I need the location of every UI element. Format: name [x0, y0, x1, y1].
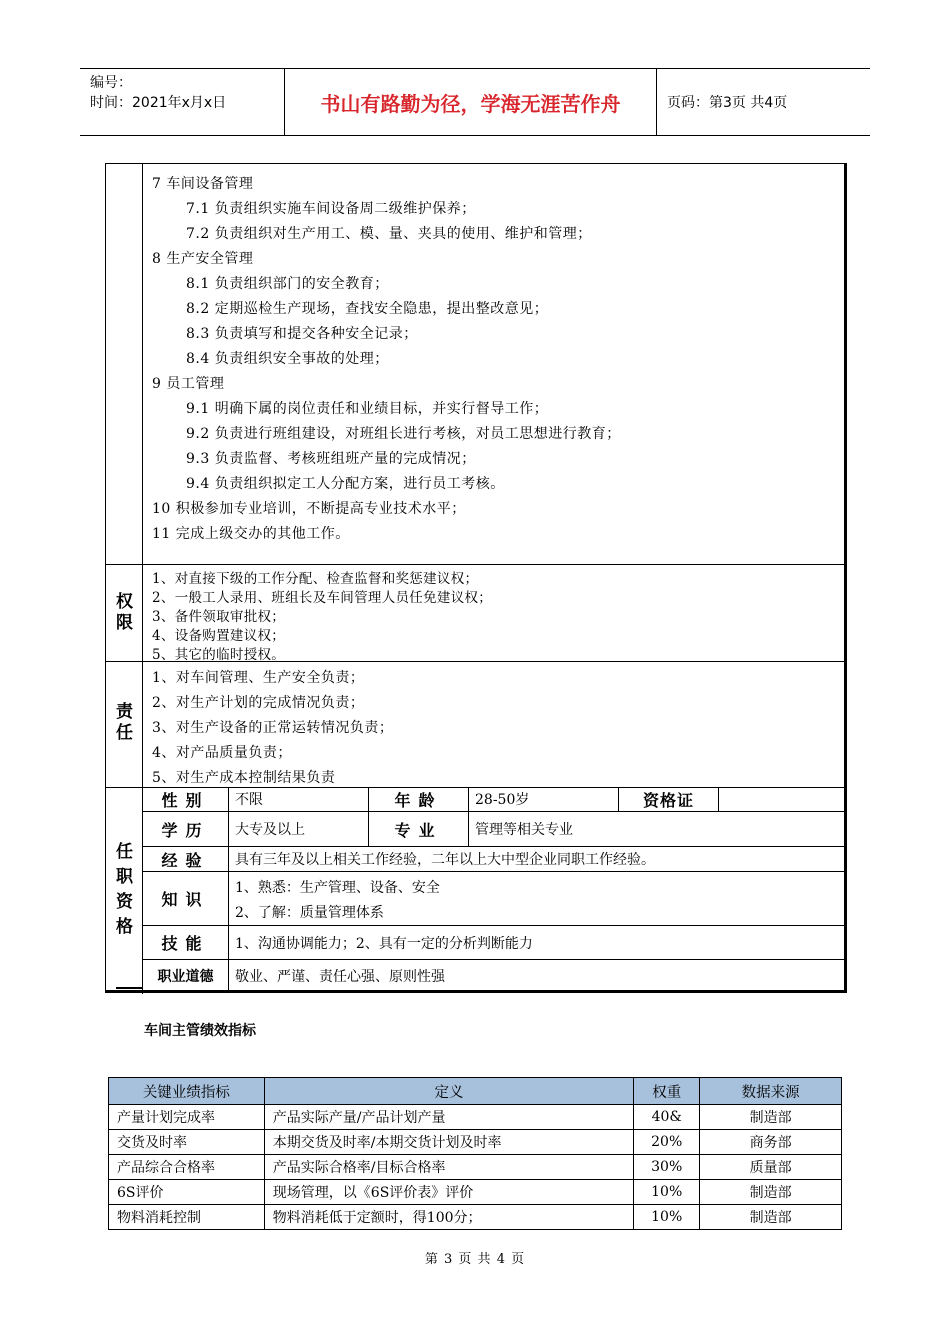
responsibility-item: 5、对生产成本控制结果负责: [152, 770, 336, 786]
experience-value: 具有三年及以上相关工作经验，二年以上大中型企业同职工作经验。: [235, 852, 655, 868]
experience-label: 经验: [143, 847, 229, 871]
responsibility-item: 1、对车间管理、生产安全负责；: [152, 670, 365, 686]
page-footer: 第 3 页 共 4 页: [424, 1252, 526, 1267]
duty-item: 11 完成上级交办的其他工作。: [152, 526, 350, 542]
header-page-label: 页码：第3页 共4页: [667, 95, 788, 111]
ethics-value: 敬业、严谨、责任心强、原则性强: [235, 968, 445, 985]
cert-label: 资格证: [619, 787, 719, 811]
duty-item: 7.1 负责组织实施车间设备周二级维护保养；: [186, 201, 476, 217]
kpi-weight: 10%: [634, 1180, 700, 1205]
duty-item: 9 员工管理: [152, 376, 225, 392]
kpi-source: 质量部: [700, 1155, 842, 1180]
kpi-header-definition: 定义: [264, 1078, 633, 1105]
authority-label: 权 限: [116, 592, 133, 633]
authority-item: 5、其它的临时授权。: [152, 647, 286, 663]
qual-row-knowledge: [143, 872, 844, 926]
duty-item: 7 车间设备管理: [152, 176, 254, 192]
age-value: 28-50岁: [469, 787, 619, 811]
major-value: 管理等相关专业: [475, 822, 573, 838]
education-value: 大专及以上: [229, 812, 369, 846]
kpi-source: 制造部: [700, 1180, 842, 1205]
corner-mark: [116, 987, 142, 989]
qual-row-basic: [143, 787, 844, 812]
kpi-header-source: 数据来源: [700, 1078, 842, 1105]
kpi-indicator: 物料消耗控制: [109, 1205, 265, 1230]
kpi-source: 制造部: [700, 1105, 842, 1130]
kpi-definition: 产品实际产量/产品计划产量: [264, 1105, 633, 1130]
knowledge-line: 2、了解：质量管理体系: [235, 905, 384, 921]
kpi-header-row: [109, 1078, 842, 1105]
number-label: 编号：: [90, 75, 132, 91]
qualification-label: 任 职 资 格: [116, 842, 133, 937]
kpi-indicator: 6S评价: [109, 1180, 265, 1205]
header-motto: 书山有路勤为径，学海无涯苦作舟: [285, 69, 657, 135]
kpi-weight: 10%: [634, 1205, 700, 1230]
education-label: 学历: [143, 812, 229, 846]
kpi-header-weight: 权重: [634, 1078, 700, 1105]
skill-label: 技能: [143, 926, 229, 959]
kpi-weight: 20%: [634, 1130, 700, 1155]
duty-item: 10 积极参加专业培训，不断提高专业技术水平；: [152, 501, 466, 517]
qual-row-education: [143, 812, 844, 847]
kpi-indicator: 产量计划完成率: [109, 1105, 265, 1130]
kpi-weight: 40&: [634, 1105, 700, 1130]
duty-item: 9.1 明确下属的岗位责任和业绩目标，并实行督导工作；: [186, 401, 549, 417]
table-row: [109, 1105, 842, 1130]
kpi-source: 制造部: [700, 1205, 842, 1230]
table-row: [109, 1205, 842, 1230]
kpi-indicator: 交货及时率: [109, 1130, 265, 1155]
header-meta: [80, 69, 285, 135]
age-label: 年龄: [369, 787, 469, 811]
qual-row-skill: [143, 926, 844, 960]
authority-item: 2、一般工人录用、班组长及车间管理人员任免建议权；: [152, 590, 493, 606]
kpi-definition: 产品实际合格率/目标合格率: [264, 1155, 633, 1180]
knowledge-label: 知识: [143, 872, 229, 925]
kpi-table: [108, 1077, 842, 1230]
responsibility-item: 2、对生产计划的完成情况负责；: [152, 695, 365, 711]
duty-item: 8.2 定期巡检生产现场，查找安全隐患，提出整改意见；: [186, 301, 549, 317]
knowledge-line: 1、熟悉：生产管理、设备、安全: [235, 880, 440, 896]
table-row: [109, 1155, 842, 1180]
job-description-table: [105, 163, 847, 993]
responsibility-label: 责 任: [116, 702, 133, 743]
ethics-label: 职业道德: [143, 960, 229, 991]
kpi-header-indicator: 关键业绩指标: [109, 1078, 265, 1105]
divider-duties: [106, 564, 844, 565]
kpi-definition: 本期交货及时率/本期交货计划及时率: [264, 1130, 633, 1155]
authority-item: 4、设备购置建议权；: [152, 628, 286, 644]
duty-item: 7.2 负责组织对生产用工、模、量、夹具的使用、维护和管理；: [186, 226, 592, 242]
kpi-indicator: 产品综合合格率: [109, 1155, 265, 1180]
major-label: 专业: [369, 812, 469, 846]
skill-value: 1、沟通协调能力；2、具有一定的分析判断能力: [235, 935, 533, 952]
page-header: [80, 68, 870, 136]
duty-item: 8.1 负责组织部门的安全教育；: [186, 276, 389, 292]
kpi-definition: 现场管理，以《6S评价表》评价: [264, 1180, 633, 1205]
duty-item: 8 生产安全管理: [152, 251, 254, 267]
cert-value: [719, 787, 844, 811]
kpi-source: 商务部: [700, 1130, 842, 1155]
qual-row-experience: [143, 847, 844, 872]
authority-item: 1、对直接下级的工作分配、检查监督和奖惩建议权；: [152, 571, 479, 587]
kpi-definition: 物料消耗低于定额时，得100分；: [264, 1205, 633, 1230]
table-row: [109, 1180, 842, 1205]
duty-item: 9.4 负责组织拟定工人分配方案，进行员工考核。: [186, 476, 505, 492]
duty-item: 9.2 负责进行班组建设，对班组长进行考核，对员工思想进行教育；: [186, 426, 621, 442]
kpi-weight: 30%: [634, 1155, 700, 1180]
responsibility-item: 3、对生产设备的正常运转情况负责；: [152, 720, 394, 736]
gender-value: 不限: [229, 787, 369, 811]
duty-item: 9.3 负责监督、考核班组班产量的完成情况；: [186, 451, 476, 467]
qual-row-ethics: [143, 960, 844, 991]
responsibility-item: 4、对产品质量负责；: [152, 745, 292, 761]
kpi-title: 车间主管绩效指标: [144, 1023, 256, 1039]
knowledge-value: [229, 872, 844, 925]
date-label: 时间：2021年x月x日: [90, 95, 227, 111]
table-row: [109, 1130, 842, 1155]
gender-label: 性别: [143, 787, 229, 811]
duty-item: 8.4 负责组织安全事故的处理；: [186, 351, 389, 367]
authority-item: 3、备件领取审批权；: [152, 609, 286, 625]
duty-item: 8.3 负责填写和提交各种安全记录；: [186, 326, 418, 342]
